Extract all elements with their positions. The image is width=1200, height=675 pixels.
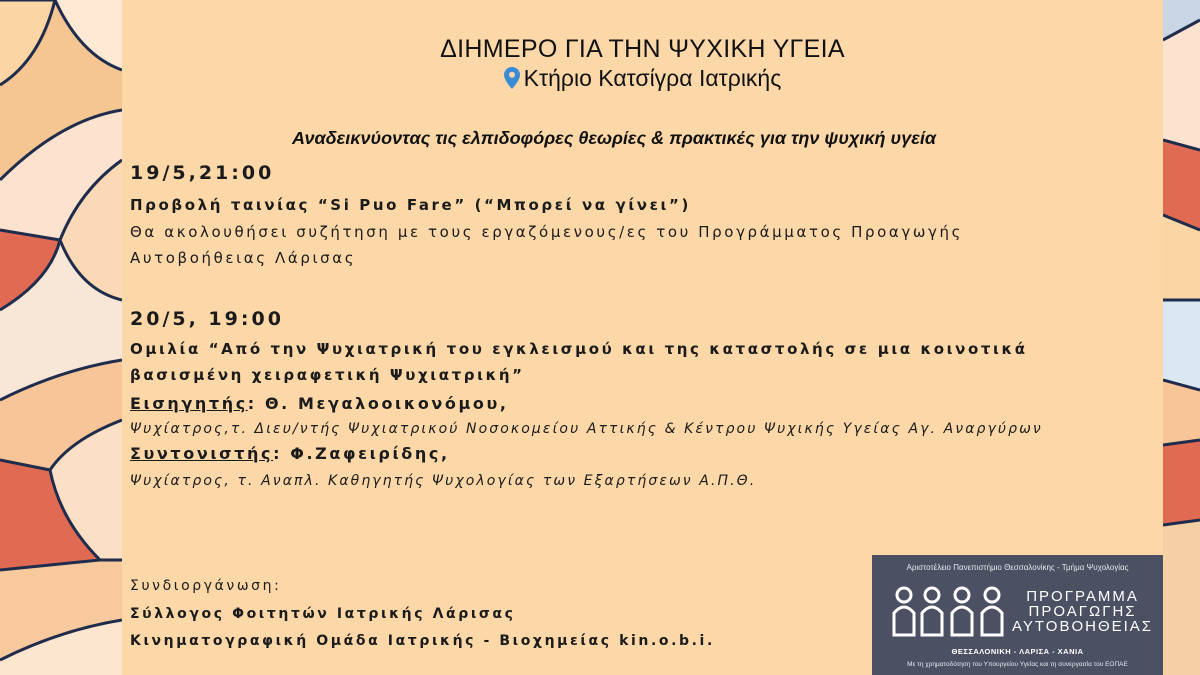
event-title: ΔΙΗΜΕΡΟ ΓΙΑ ΤΗΝ ΨΥΧΙΚΗ ΥΓΕΙΑ [440,35,845,63]
logo-name-line2: ΠΡΟΑΓΩΓΗΣ [1028,603,1137,620]
event2-title-line1: Ομιλία “Από την Ψυχιατρική του εγκλεισμού και της καταστολής σε μια κοινοτικά [130,340,1028,358]
moderator-name: : Φ.Ζαφειρίδης, [273,444,450,463]
venue-name: Κτήριο Κατσίγρα Ιατρικής [523,65,782,91]
decorative-pattern-left [0,0,122,675]
event1-description-line1: Θα ακολουθήσει συζήτηση με τους εργαζόμενους/ες του Προγράμματος Προαγωγής [130,223,964,241]
event1-description-line2: Αυτοβοήθειας Λάρισας [130,249,357,267]
event2-title-line2: βασισμένη χειραφετική Ψυχιατρική” [130,366,525,384]
event-subtitle: Αναδεικνύοντας τις ελπιδοφόρες θεωρίες & πρακτικές για την ψυχική υγεία [292,128,936,148]
speaker-role: Ψυχίατρος,τ. Διευ/ντής Ψυχιατρικού Νοσοκομείου Αττικής & Κέντρου Ψυχικής Υγείας Αγ. Αναργύρων [130,421,1043,437]
logo-program-name [1012,589,1153,634]
event1-title: Προβολή ταινίας “Si Puo Fare” (“Μπορεί να γίνει”) [130,196,691,214]
venue [122,65,1163,92]
logo-name-line3: ΑΥΤΟΒΟΗΘΕΙΑΣ [1012,618,1154,635]
location-pin-icon [504,67,520,89]
event2-datetime: 20/5, 19:00 [130,308,284,330]
organizers-label: Συνδιοργάνωση: [130,578,282,594]
speaker-label: Εισηγητής [130,394,248,413]
event1-datetime: 19/5,21:00 [130,162,275,184]
moderator-role: Ψυχίατρος, τ. Αναπλ. Καθηγητής Ψυχολογίας των Εξαρτήσεων Α.Π.Θ. [130,473,757,489]
speaker-name: : Θ. Μεγαλοοικονόμου, [247,394,509,413]
decorative-pattern-right [1163,0,1200,675]
moderator [130,444,450,463]
moderator-label: Συντονιστής [130,444,274,463]
speaker [130,394,509,413]
logo-name-line1: ΠΡΟΓΡΑΜΜΑ [1026,588,1139,605]
puzzle-people-icon [890,583,1008,645]
logo-university: Αριστοτέλειο Πανεπιστήμιο Θεσσαλονίκης - Τμήμα Ψυχολογίας [906,563,1129,572]
program-logo [872,555,1163,675]
organizer-1: Σύλλογος Φοιτητών Ιατρικής Λάρισας [130,606,516,622]
organizer-2: Κινηματογραφική Ομάδα Ιατρικής - Βιοχημείας kin.o.b.i. [130,633,715,649]
logo-funding-note: Με τη χρηματοδότηση του Υπουργείου Υγείας και τη συνεργασία του ΕΟΠΑΕ [907,661,1128,668]
logo-cities: ΘΕΣΣΑΛΟΝΙΚΗ - ΛΑΡΙΣΑ - ΧΑΝΙΑ [951,647,1084,656]
